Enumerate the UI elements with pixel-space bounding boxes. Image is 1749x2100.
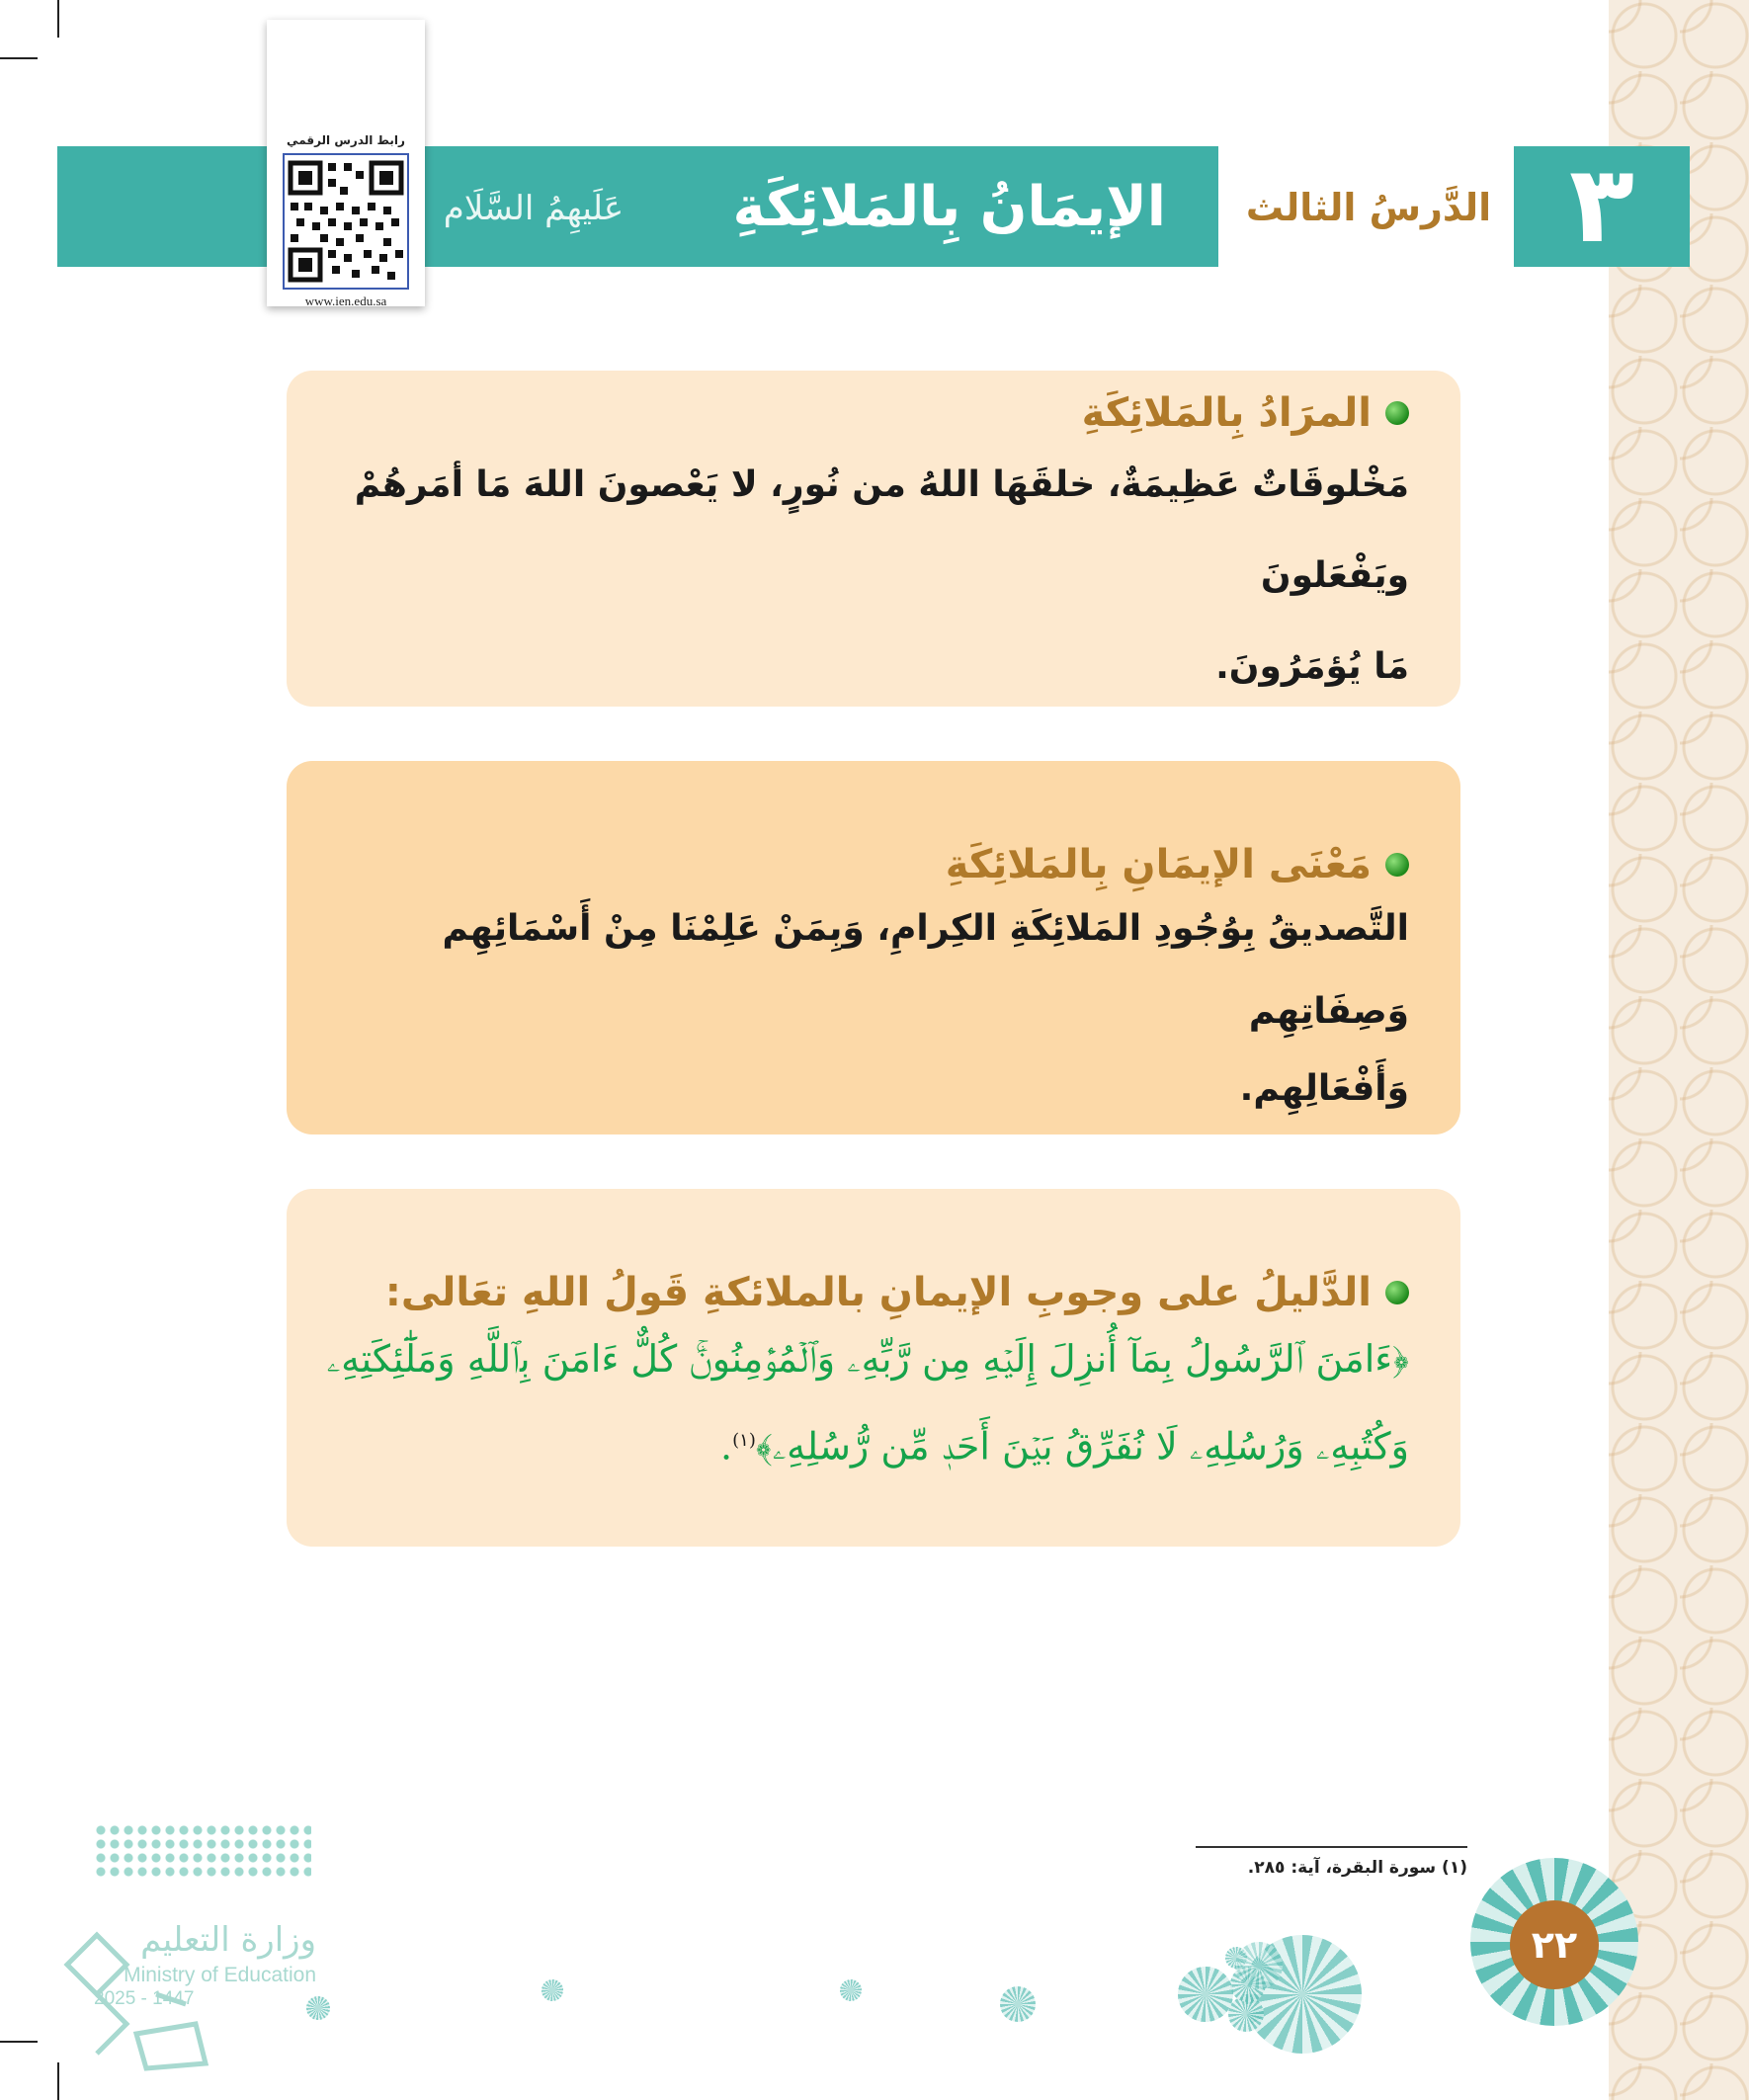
qr-url[interactable]: www.ien.edu.sa bbox=[304, 294, 387, 308]
green-bullet-icon bbox=[1385, 853, 1409, 877]
green-bullet-icon bbox=[1385, 401, 1409, 425]
footnote-reference[interactable]: (١) bbox=[732, 1430, 756, 1451]
crop-mark bbox=[0, 57, 38, 59]
qr-code-icon[interactable] bbox=[283, 153, 409, 290]
body-line: التَّصديقُ بِوُجُودِ المَلائِكَةِ الكِرامِ، وَبِمَنْ عَلِمْنَا مِنْ أَسْمَائِهِم وَصِفَاتِهِم bbox=[442, 908, 1409, 1032]
lesson-number: ٣ bbox=[1514, 146, 1690, 267]
section-heading-row bbox=[296, 390, 1409, 436]
green-bullet-icon bbox=[1385, 1281, 1409, 1304]
section-heading-row bbox=[296, 842, 1409, 887]
rosette-ornament bbox=[840, 1979, 862, 2001]
rosette-ornament bbox=[1235, 1942, 1283, 1989]
qr-card[interactable] bbox=[267, 20, 425, 306]
body-line: مَخْلوقَاتٌ عَظِيمَةٌ، خلقَهَا اللهُ من نُورٍ، لا يَعْصونَ اللهَ مَا أمَرهُمْ ويَفْعَلونَ bbox=[354, 464, 1409, 596]
section-heading-row bbox=[296, 1270, 1409, 1315]
section-heading: المرَادُ بِالمَلائِكَةِ bbox=[1081, 390, 1372, 436]
ministry-logo-dots bbox=[94, 1823, 311, 1878]
rosette-ornament bbox=[1000, 1986, 1036, 2022]
decorative-side-pattern bbox=[1609, 0, 1749, 2100]
crop-mark bbox=[57, 0, 59, 38]
rosette-ornament bbox=[306, 1996, 330, 2020]
rosette-ornament bbox=[541, 1979, 563, 2001]
quran-verse-line: ﴿ءَامَنَ ٱلرَّسُولُ بِمَآ أُنزِلَ إِلَيۡهِ مِن رَّبِّهِۦ وَٱلۡمُؤۡمِنُونَۚ كُلٌّ ءَامَنَ بِٱللَّهِ وَمَلَٰٓئِكَتِهِۦ bbox=[326, 1337, 1409, 1381]
ministry-year: 2025 - 1447 bbox=[94, 1988, 195, 2009]
page-number: ٢٢ bbox=[1510, 1900, 1599, 1989]
rosette-ornament bbox=[1178, 1967, 1233, 2022]
section-heading: الدَّليلُ على وجوبِ الإيمانِ بالملائكةِ قَولُ اللهِ تعَالى: bbox=[384, 1270, 1372, 1315]
ministry-name-arabic: وزارة التعليم bbox=[140, 1920, 316, 1960]
footnote-divider bbox=[1196, 1846, 1467, 1848]
footnote: (١) سورة البقرة، آية: ٢٨٥. bbox=[1247, 1858, 1467, 1878]
body-line: مَا يُؤمَرُونَ. bbox=[1215, 646, 1409, 687]
quran-verse-text: وَكُتُبِهِۦ وَرُسُلِهِۦ لَا نُفَرِّقُ بَيۡنَ أَحَدٖ مِّن رُّسُلِهِۦ﴾ bbox=[755, 1424, 1409, 1469]
page-title: الإيمَانُ بِالمَلائِكَةِ bbox=[732, 175, 1166, 239]
crop-mark bbox=[0, 2041, 38, 2043]
body-line: وَأَفْعَالِهِم. bbox=[1239, 1068, 1409, 1109]
definition-box bbox=[287, 371, 1460, 707]
lesson-label: الدَّرسُ الثالث bbox=[1245, 186, 1492, 229]
section-heading: مَعْنَى الإيمَانِ بِالمَلائِكَةِ bbox=[945, 842, 1372, 887]
quran-verse-line: وَكُتُبِهِۦ وَرُسُلِهِۦ لَا نُفَرِّقُ بَيۡنَ أَحَدٖ مِّن رُّسُلِهِۦ﴾$^{(١)}$. bbox=[720, 1424, 1409, 1469]
qr-label: رابط الدرس الرقمي bbox=[287, 133, 405, 147]
evidence-box bbox=[287, 1189, 1460, 1547]
meaning-box bbox=[287, 761, 1460, 1134]
honorific-calligraphy: عَلَيهِمُ السَّلَام bbox=[443, 189, 625, 228]
ministry-name-english: Ministry of Education bbox=[124, 1964, 316, 1986]
